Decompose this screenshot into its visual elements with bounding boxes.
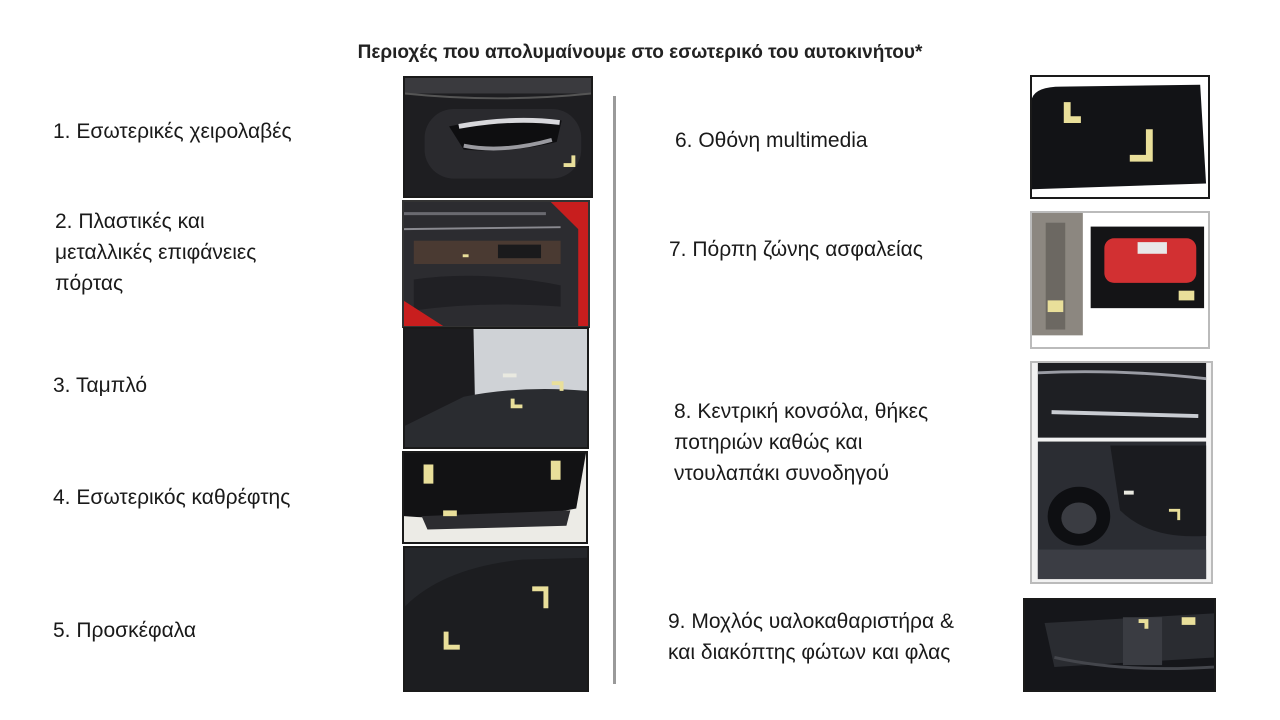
headrest-photo (403, 546, 589, 692)
dashboard-photo (403, 327, 589, 449)
wiper-lever-photo (1023, 598, 1216, 692)
item-5-line-1: 5. Προσκέφαλα (53, 619, 197, 642)
seatbelt-buckle-photo (1030, 211, 1210, 349)
item-4-line-1: 4. Εσωτερικός καθρέφτης (53, 486, 291, 509)
item-2-line-1: 2. Πλαστικές και (55, 210, 205, 233)
center-console-photo (1030, 361, 1213, 584)
item-9-line-2: και διακόπτης φώτων και φλας (668, 641, 951, 664)
item-3-label (53, 370, 147, 401)
item-9-label (668, 606, 954, 668)
item-6-label (675, 125, 868, 156)
item-8-line-3: ντουλαπάκι συνοδηγού (674, 462, 889, 485)
item-3-line-1: 3. Ταμπλό (53, 374, 148, 397)
page-title: Περιοχές που απολυμαίνουμε στο εσωτερικό του αυτοκινήτου* (357, 42, 923, 63)
item-7-line-1: 7. Πόρπη ζώνης ασφαλείας (669, 238, 923, 261)
item-4-label (53, 482, 290, 513)
door-handle-photo (403, 76, 593, 198)
item-8-label (674, 396, 928, 489)
item-1-line-1: 1. Εσωτερικές χειρολαβές (53, 120, 292, 143)
item-2-label (55, 206, 256, 299)
item-8-line-1: 8. Κεντρική κονσόλα, θήκες (674, 400, 929, 423)
item-8-line-2: ποτηριών καθώς και (674, 431, 863, 454)
column-divider (613, 96, 616, 684)
item-1-label (53, 116, 292, 147)
rearview-mirror-photo (402, 451, 588, 544)
item-7-label (669, 234, 923, 265)
door-panel-photo (402, 200, 590, 328)
item-9-line-1: 9. Μοχλός υαλοκαθαριστήρα & (668, 610, 954, 633)
item-6-line-1: 6. Οθόνη multimedia (675, 129, 868, 152)
multimedia-screen-photo (1030, 75, 1210, 199)
item-2-line-2: μεταλλικές επιφάνειες (55, 241, 257, 264)
item-5-label (53, 615, 196, 646)
item-2-line-3: πόρτας (55, 272, 124, 295)
